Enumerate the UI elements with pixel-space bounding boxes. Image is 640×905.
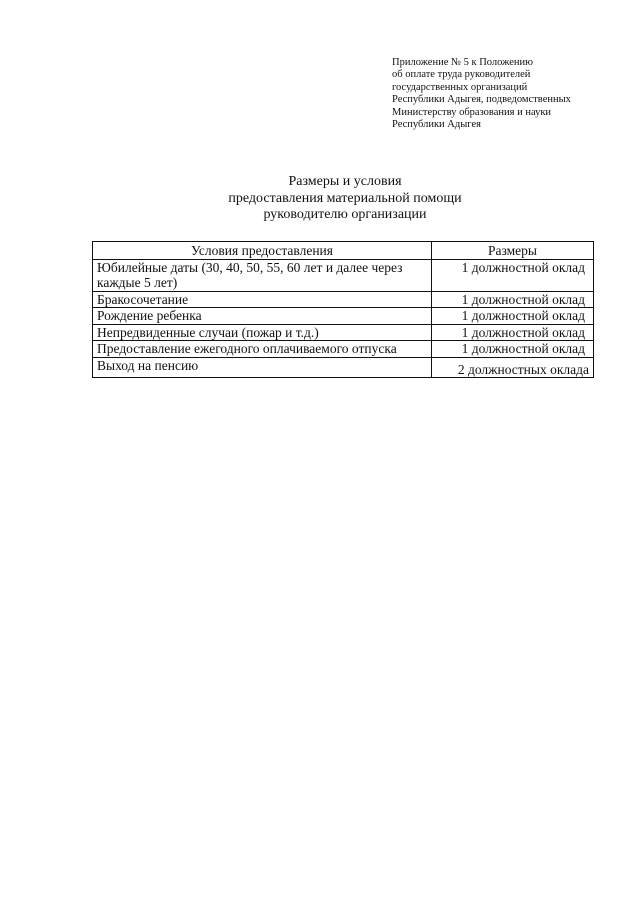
appendix-note bbox=[392, 57, 632, 131]
condition-cell: Юбилейные даты (30, 40, 50, 55, 60 лет и далее через каждые 5 лет) bbox=[93, 259, 432, 291]
title-line: Размеры и условия bbox=[288, 174, 402, 189]
header-conditions: Условия предоставления bbox=[93, 242, 432, 260]
appendix-line: Приложение № 5 к Положению bbox=[392, 57, 534, 68]
table-row bbox=[93, 308, 594, 325]
appendix-line: Министерству образования и науки bbox=[392, 106, 552, 118]
condition-cell: Предоставление ежегодного оплачиваемого отпуска bbox=[93, 341, 432, 358]
size-value: 1 должностной оклад bbox=[461, 291, 585, 307]
appendix-line: государственных организаций bbox=[392, 81, 528, 93]
condition-cell: Непредвиденные случаи (пожар и т.д.) bbox=[93, 324, 432, 341]
title-line: предоставления материальной помощи bbox=[228, 190, 462, 206]
title-line: руководителю организации bbox=[263, 207, 427, 222]
table-row bbox=[93, 291, 594, 308]
table-row bbox=[93, 341, 594, 358]
size-value: 2 должностных оклада bbox=[457, 361, 589, 377]
size-cell bbox=[432, 291, 594, 308]
condition-cell: Выход на пенсию bbox=[93, 357, 432, 378]
document-title bbox=[150, 174, 540, 224]
size-cell bbox=[432, 341, 594, 358]
material-aid-table bbox=[92, 241, 594, 378]
size-cell bbox=[432, 259, 594, 291]
appendix-line: Республики Адыгея, подведомственных bbox=[392, 94, 571, 106]
size-cell bbox=[432, 324, 594, 341]
table-row bbox=[93, 324, 594, 341]
size-value: 1 должностной оклад bbox=[461, 259, 585, 275]
size-value: 1 должностной оклад bbox=[461, 341, 585, 356]
table-row bbox=[93, 357, 594, 378]
appendix-line: Республики Адыгея bbox=[392, 119, 481, 131]
condition-cell: Рождение ребенка bbox=[93, 308, 432, 325]
condition-cell: Бракосочетание bbox=[93, 291, 432, 308]
appendix-line: об оплате труда руководителей bbox=[392, 69, 531, 81]
table-row bbox=[93, 259, 594, 291]
size-cell bbox=[432, 357, 594, 378]
header-sizes: Размеры bbox=[432, 242, 594, 260]
size-cell bbox=[432, 308, 594, 325]
table-header-row bbox=[93, 242, 594, 260]
size-value: 1 должностной оклад bbox=[461, 324, 585, 340]
size-value: 1 должностной оклад bbox=[461, 308, 585, 323]
